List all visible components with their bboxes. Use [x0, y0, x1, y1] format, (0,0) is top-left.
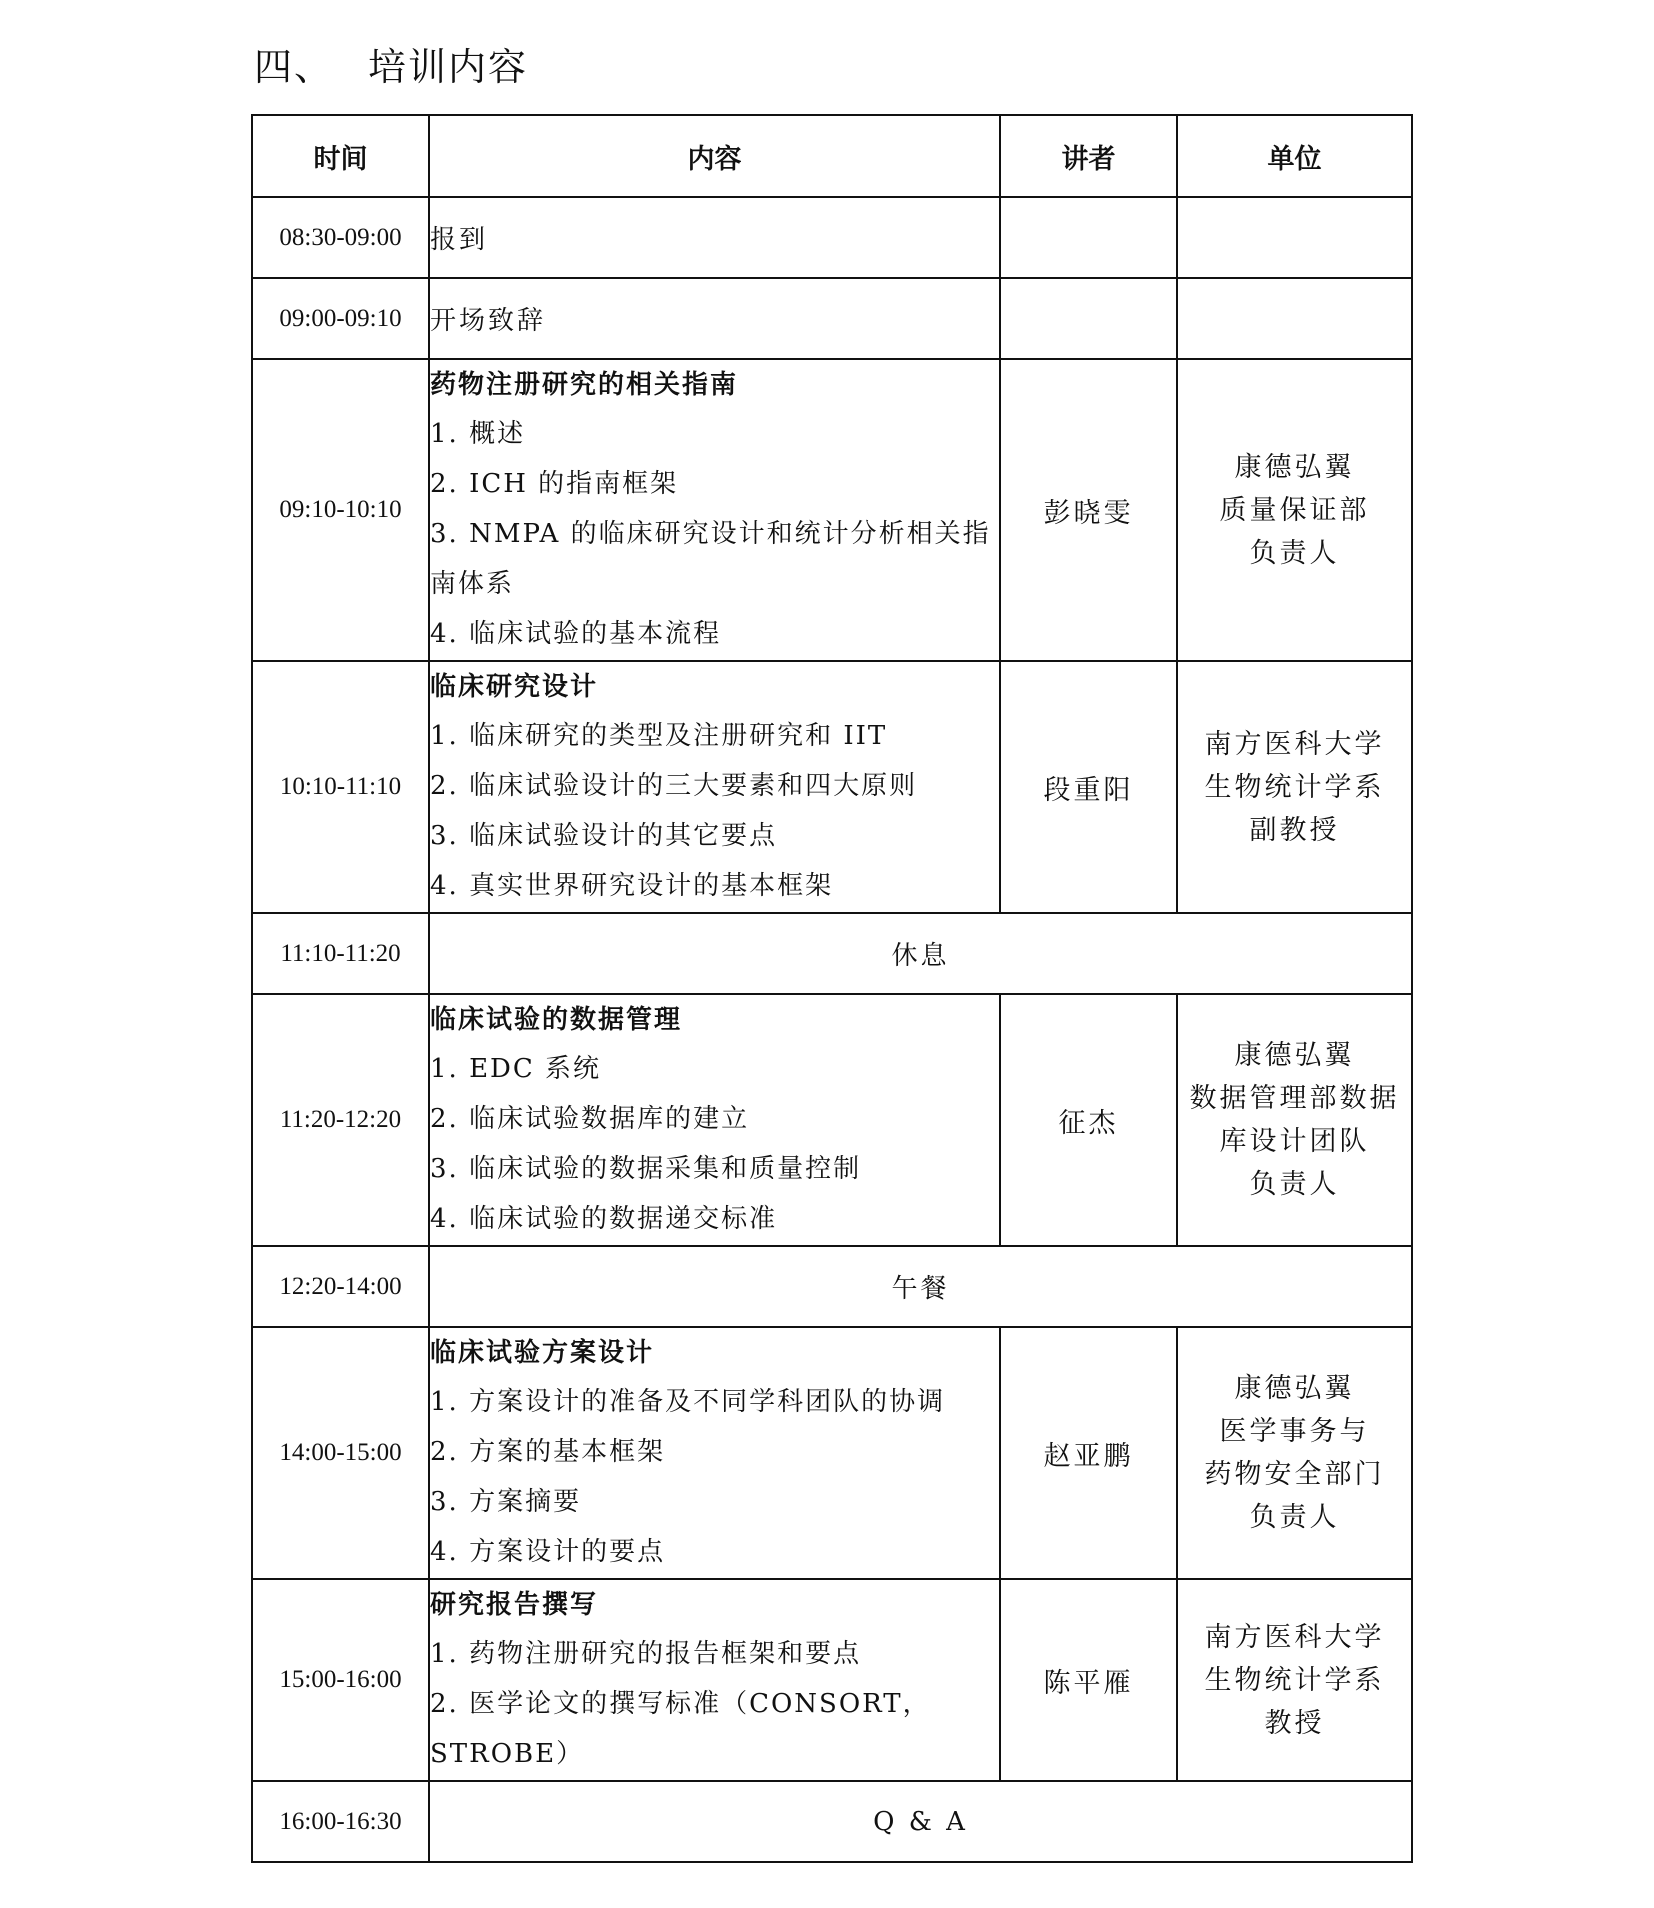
row-time: 14:00-15:00: [252, 1327, 429, 1579]
row-time: 11:20-12:20: [252, 994, 429, 1246]
org-line: 库设计团队: [1219, 1126, 1370, 1157]
row-content: [429, 1327, 1000, 1579]
row-speaker: [1000, 197, 1177, 278]
table-row: [252, 278, 1412, 359]
org-line: 康德弘翼: [1234, 451, 1355, 483]
break-label: 午餐: [429, 1246, 1412, 1327]
topic-title: 研究报告撰写: [430, 1590, 599, 1620]
topic-title: 药物注册研究的相关指南: [430, 370, 739, 400]
row-org: [1177, 359, 1412, 661]
section-heading: [254, 36, 528, 91]
topic-point: 1. 概述: [430, 419, 526, 449]
topic-point: 2. 临床试验设计的三大要素和四大原则: [430, 771, 918, 801]
row-speaker: [1000, 278, 1177, 359]
topic-point: 2. 方案的基本框架: [430, 1437, 666, 1467]
row-org: [1177, 661, 1412, 913]
topic-point: 4. 临床试验的基本流程: [430, 619, 722, 649]
table-row: [252, 1327, 1412, 1579]
row-time: 08:30-09:00: [252, 197, 429, 278]
topic-point: 1. 药物注册研究的报告框架和要点: [430, 1639, 862, 1669]
header-org: 单位: [1177, 115, 1412, 197]
topic-point: 1. 临床研究的类型及注册研究和 IIT: [430, 721, 888, 751]
header-time: 时间: [252, 115, 429, 197]
org-line: 康德弘翼: [1234, 1373, 1355, 1404]
row-content: 报到: [429, 197, 1000, 278]
org-line: 药物安全部门: [1204, 1459, 1385, 1490]
row-speaker: 征杰: [1000, 994, 1177, 1246]
topic-point: 3. 临床试验设计的其它要点: [430, 821, 778, 851]
topic-point: 2. 临床试验数据库的建立: [430, 1104, 750, 1134]
topic-point: 4. 方案设计的要点: [430, 1537, 666, 1567]
row-time: 09:00-09:10: [252, 278, 429, 359]
org-line: 南方医科大学: [1204, 728, 1385, 760]
row-org: [1177, 197, 1412, 278]
topic-point: 4. 真实世界研究设计的基本框架: [430, 871, 834, 901]
topic-point: 2. ICH 的指南框架: [430, 469, 679, 499]
row-time: 09:10-10:10: [252, 359, 429, 661]
org-line: 负责人: [1249, 1169, 1340, 1200]
row-org: [1177, 1579, 1412, 1781]
row-speaker: 赵亚鹏: [1000, 1327, 1177, 1579]
table-row: [252, 1246, 1412, 1327]
org-line: 南方医科大学: [1204, 1621, 1385, 1653]
break-label: Q & A: [429, 1781, 1412, 1862]
topic-point: 2. 医学论文的撰写标准（CONSORT，STROBE）: [430, 1689, 931, 1769]
topic-point: 3. 方案摘要: [430, 1487, 582, 1517]
org-line: 质量保证部: [1219, 494, 1370, 526]
table-header-row: [252, 115, 1412, 197]
row-org: [1177, 994, 1412, 1246]
table-row: [252, 913, 1412, 994]
org-line: 副教授: [1249, 814, 1340, 846]
header-content: 内容: [429, 115, 1000, 197]
section-number: 四、: [254, 45, 335, 89]
table-row: [252, 1781, 1412, 1862]
topic-point: 1. 方案设计的准备及不同学科团队的协调: [430, 1387, 946, 1417]
row-speaker: 段重阳: [1000, 661, 1177, 913]
table-row: [252, 661, 1412, 913]
topic-title: 临床试验方案设计: [430, 1338, 655, 1368]
topic-point: 4. 临床试验的数据递交标准: [430, 1204, 778, 1234]
section-title: 培训内容: [368, 45, 529, 89]
org-line: 教授: [1264, 1707, 1325, 1739]
topic-point: 3. NMPA 的临床研究设计和统计分析相关指南体系: [430, 519, 991, 599]
row-time: 16:00-16:30: [252, 1781, 429, 1862]
break-label: 休息: [429, 913, 1412, 994]
row-content: [429, 359, 1000, 661]
org-line: 数据管理部数据: [1189, 1083, 1400, 1114]
org-line: 康德弘翼: [1234, 1040, 1355, 1071]
org-line: 医学事务与: [1219, 1416, 1370, 1447]
topic-point: 1. EDC 系统: [430, 1054, 602, 1084]
topic-title: 临床研究设计: [430, 672, 599, 702]
topic-title: 临床试验的数据管理: [430, 1005, 683, 1035]
row-time: 12:20-14:00: [252, 1246, 429, 1327]
header-speaker: 讲者: [1000, 115, 1177, 197]
table-row: [252, 1579, 1412, 1781]
row-time: 10:10-11:10: [252, 661, 429, 913]
row-content: [429, 994, 1000, 1246]
table-row: [252, 359, 1412, 661]
row-content: 开场致辞: [429, 278, 1000, 359]
table-row: [252, 197, 1412, 278]
org-line: 生物统计学系: [1204, 771, 1385, 803]
training-schedule-table: [251, 114, 1413, 1863]
row-content: [429, 661, 1000, 913]
org-line: 负责人: [1249, 1502, 1340, 1533]
row-time: 15:00-16:00: [252, 1579, 429, 1781]
org-line: 负责人: [1249, 537, 1340, 569]
topic-point: 3. 临床试验的数据采集和质量控制: [430, 1154, 862, 1184]
table-row: [252, 994, 1412, 1246]
row-org: [1177, 278, 1412, 359]
row-content: [429, 1579, 1000, 1781]
row-speaker: 陈平雁: [1000, 1579, 1177, 1781]
row-org: [1177, 1327, 1412, 1579]
row-speaker: 彭晓雯: [1000, 359, 1177, 661]
row-time: 11:10-11:20: [252, 913, 429, 994]
org-line: 生物统计学系: [1204, 1664, 1385, 1696]
